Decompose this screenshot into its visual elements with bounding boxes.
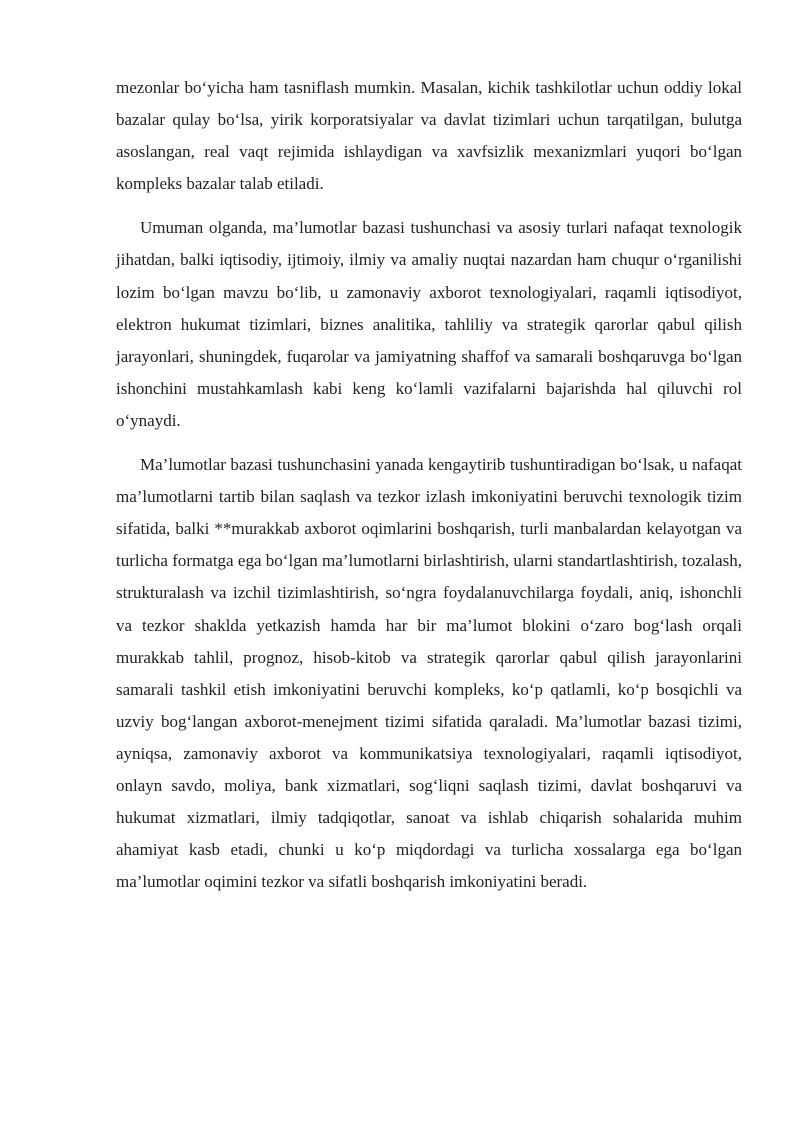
paragraph-continued: mezonlar bo‘yicha ham tasniflash mumkin. Masalan, kichik tashkilotlar uchun oddiy lokal bazalar qulay bo‘lsa, yirik korporatsiyalar va davlat tizimlari uchun tarqatilgan, bulutga asoslangan, real vaqt rejimida ishlaydigan va xavfsizlik mexanizmlari yuqori bo‘lgan kompleks bazalar talab etiladi. [116,78,742,194]
paragraph-extended-definition: Ma’lumotlar bazasi tushunchasini yanada kengaytirib tushuntiradigan bo‘lsak, u nafaqat ma’lumotlarni tartib bilan saqlash va tezkor izlash imkoniyatini beruvchi texnologik tizim sifatida, balki **murakkab axborot oqimlarini boshqarish, turli manbalardan kelayotgan va turlicha formatga ega bo‘lgan ma’lumotlarni birlashtirish, ularni standartlashtirish, tozalash, strukturalash va izchil tizimlashtirish, so‘ngra foydalanuvchilarga foydali, aniq, ishonchli va tezkor shaklda yetkazish hamda har bir ma’lumot blokini o‘zaro bog‘lash orqali murakkab tahlil, prognoz, hisob-kitob va strategik qarorlar qabul qilish jarayonlarini samarali tashkil etish imkoniyatini beruvchi kompleks, ko‘p qatlamli, ko‘p bosqichli va uzviy bog‘langan axborot-menejment tizimi sifatida qaraladi. Ma’lumotlar bazasi tizimi, ayniqsa, zamonaviy axborot va kommunikatsiya texnologiyalari, raqamli iqtisodiyot, onlayn savdo, moliya, bank xizmatlari, sog‘liqni saqlash tizimi, davlat boshqaruvi va hukumat xizmatlari, ilmiy tadqiqotlar, sanoat va ishlab chiqarish sohalarida muhim ahamiyat kasb etadi, chunki u ko‘p miqdordagi va turlicha xossalarga ega bo‘lgan ma’lumotlar oqimini tezkor va sifatli boshqarish imkoniyatini beradi. [116,455,742,892]
document-body [116,72,742,898]
paragraph-summary: Umuman olganda, ma’lumotlar bazasi tushunchasi va asosiy turlari nafaqat texnologik jihatdan, balki iqtisodiy, ijtimoiy, ilmiy va amaliy nuqtai nazardan ham chuqur o‘rganilishi lozim bo‘lgan mavzu bo‘lib, u zamonaviy axborot texnologiyalari, raqamli iqtisodiyot, elektron hukumat tizimlari, biznes analitika, tahliliy va strategik qarorlar qabul qilish jarayonlari, shuningdek, fuqarolar va jamiyatning shaffof va samarali boshqaruvga bo‘lgan ishonchini mustahkamlash kabi keng ko‘lamli vazifalarni bajarishda hal qiluvchi rol o‘ynaydi. [116,218,742,430]
